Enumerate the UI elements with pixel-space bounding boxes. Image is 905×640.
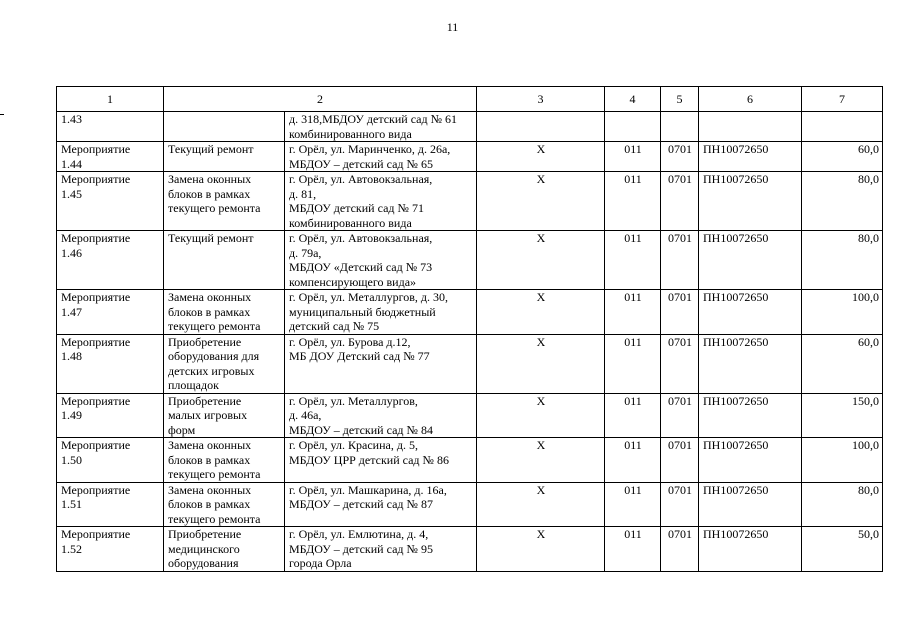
- cell-amount: 150,0: [802, 393, 883, 438]
- cell-measure-name: [164, 142, 285, 172]
- cell-col-4: 011: [605, 142, 661, 172]
- cell-measure-number: [57, 290, 164, 335]
- cell-address: [285, 112, 477, 142]
- table-row: [57, 482, 883, 527]
- cell-address: [285, 527, 477, 572]
- cell-line: г. Орёл, ул. Металлургов, д. 30,: [289, 290, 449, 304]
- cell-measure-number: [57, 112, 164, 142]
- cell-amount: [802, 112, 883, 142]
- cell-col-4: 011: [605, 334, 661, 393]
- table-row: [57, 334, 883, 393]
- cell-measure-number: [57, 438, 164, 483]
- cell-line: г. Орёл, ул. Машкарина, д. 16а,: [289, 482, 447, 497]
- cell-measure-number: [57, 393, 164, 438]
- cell-measure-name: [164, 438, 285, 483]
- cell-line: Мероприятие: [61, 482, 131, 497]
- cell-line: блоков в рамках: [168, 304, 251, 319]
- cell-col-6: ПН10072650: [699, 527, 802, 572]
- cell-line: МБДОУ детский сад № 71: [289, 201, 424, 215]
- cell-col-3: Х: [477, 527, 605, 572]
- header-col-7: 7: [802, 87, 883, 112]
- cell-measure-name: [164, 231, 285, 290]
- table-body: [57, 112, 883, 572]
- cell-measure-number: [57, 334, 164, 393]
- cell-line: Текущий ремонт: [168, 231, 254, 245]
- cell-measure-name: [164, 172, 285, 231]
- cell-col-6: ПН10072650: [699, 438, 802, 483]
- table-row: [57, 527, 883, 572]
- page-number: 11: [446, 20, 459, 34]
- cell-address: [285, 438, 477, 483]
- cell-line: 1.46: [61, 245, 82, 260]
- cell-line: медицинского: [168, 541, 240, 556]
- cell-col-6: [699, 112, 802, 142]
- cell-line: Мероприятие: [61, 172, 131, 186]
- cell-line: компенсирующего вида»: [289, 274, 417, 289]
- cell-line: площадок: [168, 378, 219, 392]
- cell-amount: 100,0: [802, 438, 883, 483]
- header-col-3: 3: [477, 87, 605, 112]
- table-row: [57, 438, 883, 483]
- cell-line: 1.45: [61, 186, 82, 201]
- cell-col-4: 011: [605, 172, 661, 231]
- cell-col-3: Х: [477, 142, 605, 172]
- cell-line: города Орла: [289, 556, 352, 570]
- cell-address: [285, 231, 477, 290]
- cell-line: Мероприятие: [61, 438, 131, 452]
- cell-line: оборудования: [168, 556, 239, 570]
- cell-line: Мероприятие: [61, 231, 131, 245]
- cell-line: г. Орёл, ул. Маринченко, д. 26а,: [289, 142, 451, 156]
- cell-measure-name: [164, 527, 285, 572]
- cell-line: Мероприятие: [61, 527, 131, 541]
- cell-col-5: 0701: [661, 231, 699, 290]
- cell-col-4: 011: [605, 393, 661, 438]
- cell-col-6: ПН10072650: [699, 482, 802, 527]
- cell-measure-number: [57, 231, 164, 290]
- cell-address: [285, 393, 477, 438]
- cell-line: Мероприятие: [61, 393, 131, 408]
- cell-col-6: ПН10072650: [699, 290, 802, 335]
- cell-col-3: Х: [477, 231, 605, 290]
- cell-line: блоков в рамках: [168, 186, 251, 201]
- cell-line: 1.47: [61, 304, 82, 319]
- cell-line: комбинированного вида: [289, 126, 412, 141]
- header-col-1: 1: [57, 87, 164, 112]
- cell-measure-name: [164, 393, 285, 438]
- cell-amount: 60,0: [802, 142, 883, 172]
- cell-line: Текущий ремонт: [168, 142, 254, 156]
- header-col-6: 6: [699, 87, 802, 112]
- cell-col-6: ПН10072650: [699, 142, 802, 172]
- cell-col-3: Х: [477, 393, 605, 438]
- cell-line: 1.52: [61, 541, 82, 556]
- table-row: [57, 142, 883, 172]
- table-row: [57, 231, 883, 290]
- cell-line: Мероприятие: [61, 142, 131, 156]
- header-row: [57, 87, 883, 112]
- cell-amount: 50,0: [802, 527, 883, 572]
- cell-line: Приобретение: [168, 334, 242, 349]
- cell-col-3: Х: [477, 334, 605, 393]
- cell-line: 1.50: [61, 452, 82, 467]
- cell-line: МБ ДОУ Детский сад № 77: [289, 349, 430, 363]
- cell-measure-name: [164, 334, 285, 393]
- cell-col-3: Х: [477, 482, 605, 527]
- cell-line: Замена оконных: [168, 482, 252, 497]
- cell-line: д. 46а,: [289, 408, 322, 422]
- cell-line: Замена оконных: [168, 290, 252, 304]
- cell-line: детский сад № 75: [289, 319, 380, 333]
- cell-address: [285, 482, 477, 527]
- cell-col-5: 0701: [661, 172, 699, 231]
- cell-col-5: 0701: [661, 290, 699, 335]
- cell-col-5: 0701: [661, 142, 699, 172]
- header-col-2: 2: [164, 87, 477, 112]
- cell-line: 1.51: [61, 497, 82, 511]
- cell-col-4: 011: [605, 438, 661, 483]
- cell-line: малых игровых: [168, 408, 248, 422]
- cell-line: блоков в рамках: [168, 452, 251, 467]
- cell-line: Замена оконных: [168, 172, 252, 186]
- cell-line: д. 318,МБДОУ детский сад № 61: [289, 112, 458, 126]
- table-row: [57, 112, 883, 142]
- cell-line: МБДОУ «Детский сад № 73: [289, 260, 433, 274]
- cell-col-3: Х: [477, 438, 605, 483]
- cell-line: Замена оконных: [168, 438, 252, 452]
- cell-col-5: 0701: [661, 393, 699, 438]
- cell-col-5: [661, 112, 699, 142]
- cell-col-4: 011: [605, 482, 661, 527]
- cell-col-4: 011: [605, 527, 661, 572]
- cell-line: текущего ремонта: [168, 201, 261, 215]
- cell-col-4: [605, 112, 661, 142]
- cell-line: г. Орёл, ул. Красина, д. 5,: [289, 438, 418, 452]
- cell-line: детских игровых: [168, 363, 255, 378]
- cell-address: [285, 172, 477, 231]
- cell-col-3: Х: [477, 290, 605, 335]
- cell-col-5: 0701: [661, 334, 699, 393]
- cell-measure-name: [164, 112, 285, 142]
- cell-line: д. 79а,: [289, 245, 322, 260]
- cell-measure-name: [164, 290, 285, 335]
- cell-line: г. Орёл, ул. Емлютина, д. 4,: [289, 527, 429, 541]
- cell-line: г. Орёл, ул. Бурова д.12,: [289, 334, 411, 349]
- cell-line: МБДОУ – детский сад № 87: [289, 497, 433, 511]
- cell-line: муниципальный бюджетный: [289, 304, 436, 319]
- cell-line: 1.49: [61, 408, 82, 422]
- cell-col-3: [477, 112, 605, 142]
- cell-col-5: 0701: [661, 527, 699, 572]
- cell-measure-number: [57, 482, 164, 527]
- cell-line: форм: [168, 422, 196, 437]
- cell-amount: 100,0: [802, 290, 883, 335]
- cell-line: Приобретение: [168, 393, 242, 408]
- cell-col-5: 0701: [661, 438, 699, 483]
- margin-mark: [0, 114, 4, 115]
- cell-amount: 80,0: [802, 482, 883, 527]
- cell-amount: 60,0: [802, 334, 883, 393]
- cell-col-3: Х: [477, 172, 605, 231]
- table-row: [57, 290, 883, 335]
- cell-line: Мероприятие: [61, 290, 131, 304]
- cell-line: текущего ремонта: [168, 319, 261, 333]
- cell-amount: 80,0: [802, 172, 883, 231]
- header-col-4: 4: [605, 87, 661, 112]
- cell-line: г. Орёл, ул. Автовокзальная,: [289, 231, 433, 245]
- cell-measure-number: [57, 172, 164, 231]
- cell-line: оборудования для: [168, 349, 260, 363]
- cell-col-4: 011: [605, 231, 661, 290]
- measures-table: [56, 86, 883, 572]
- cell-line: Мероприятие: [61, 334, 131, 349]
- cell-line: 1.43: [61, 112, 82, 126]
- cell-line: 1.48: [61, 349, 82, 363]
- cell-line: д. 81,: [289, 186, 317, 201]
- cell-line: МБДОУ – детский сад № 95: [289, 541, 433, 556]
- cell-measure-number: [57, 142, 164, 172]
- cell-line: текущего ремонта: [168, 467, 261, 481]
- cell-measure-name: [164, 482, 285, 527]
- cell-address: [285, 334, 477, 393]
- cell-address: [285, 142, 477, 172]
- cell-line: г. Орёл, ул. Автовокзальная,: [289, 172, 433, 186]
- cell-line: МБДОУ – детский сад № 84: [289, 422, 433, 437]
- cell-col-6: ПН10072650: [699, 334, 802, 393]
- table-row: [57, 172, 883, 231]
- cell-line: комбинированного вида: [289, 215, 412, 230]
- cell-col-6: ПН10072650: [699, 231, 802, 290]
- cell-col-6: ПН10072650: [699, 393, 802, 438]
- header-col-5: 5: [661, 87, 699, 112]
- cell-line: 1.44: [61, 156, 82, 171]
- cell-col-6: ПН10072650: [699, 172, 802, 231]
- cell-line: МБДОУ ЦРР детский сад № 86: [289, 452, 449, 467]
- cell-measure-number: [57, 527, 164, 572]
- cell-col-4: 011: [605, 290, 661, 335]
- table-row: [57, 393, 883, 438]
- cell-line: г. Орёл, ул. Металлургов,: [289, 393, 418, 408]
- cell-amount: 80,0: [802, 231, 883, 290]
- cell-line: блоков в рамках: [168, 497, 251, 511]
- cell-line: Приобретение: [168, 527, 242, 541]
- cell-col-5: 0701: [661, 482, 699, 527]
- cell-address: [285, 290, 477, 335]
- cell-line: МБДОУ – детский сад № 65: [289, 156, 433, 171]
- cell-line: текущего ремонта: [168, 511, 261, 526]
